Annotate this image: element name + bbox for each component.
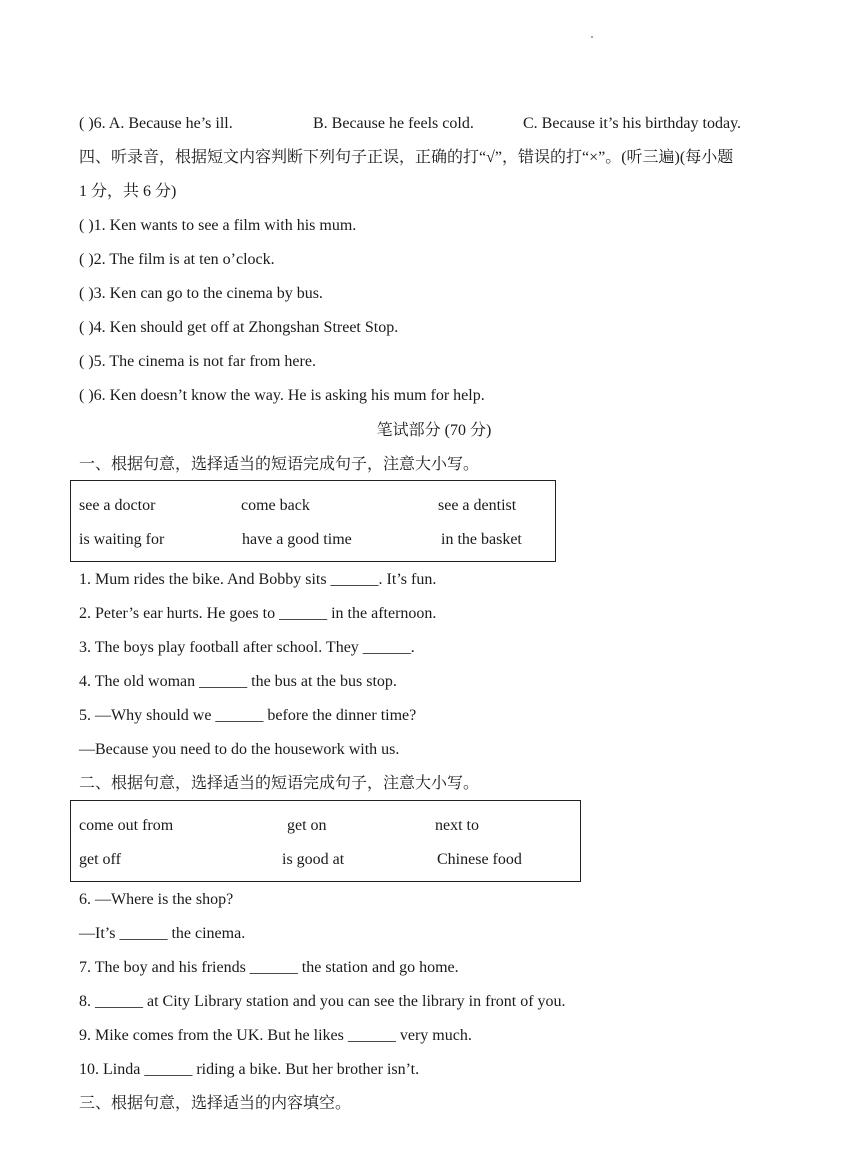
item-text: 6. Ken doesn’t know the way. He is asking his mum for help. (93, 387, 485, 404)
section-4-heading: 四、听录音，根据短文内容判断下列句子正误，正确的打“√”，错误的打“×”。(听三遍)(每小题 (79, 149, 734, 166)
option-a: 6. A. Because he’s ill. (93, 115, 233, 132)
judge-item (79, 284, 323, 304)
judge-item (79, 216, 356, 236)
phrase: come back (241, 497, 310, 514)
fill-item: 3. The boys play football after school. They ______. (79, 639, 415, 656)
phrase: is waiting for (79, 531, 165, 548)
phrase: see a doctor (79, 497, 156, 514)
phrase: next to (435, 817, 479, 834)
judge-item (79, 318, 398, 338)
phrase: get on (287, 817, 327, 834)
item-text: 1. Ken wants to see a film with his mum. (93, 217, 357, 234)
judge-item (79, 352, 316, 372)
fill-item: 6. —Where is the shop? (79, 891, 234, 908)
answer-paren: ( ) (79, 115, 94, 132)
phrase: come out from (79, 817, 174, 834)
question-6-top (79, 114, 233, 134)
answer-paren: ( ) (79, 387, 94, 404)
fill-item: 2. Peter’s ear hurts. He goes to ______ in the afternoon. (79, 605, 437, 622)
phrase: is good at (282, 851, 345, 868)
written-part-title: 笔试部分 (70 分) (376, 422, 492, 439)
answer-paren: ( ) (79, 353, 94, 370)
item-text: 5. The cinema is not far from here. (93, 353, 316, 370)
part-2-heading: 二、根据句意，选择适当的短语完成句子，注意大小写。 (79, 775, 480, 792)
fill-item: 5. —Why should we ______ before the dinner time? (79, 707, 417, 724)
fill-item: 4. The old woman ______ the bus at the bus stop. (79, 673, 397, 690)
option-b: B. Because he feels cold. (313, 115, 474, 132)
phrase-box-2 (70, 800, 581, 882)
fill-item: 10. Linda ______ riding a bike. But her brother isn’t. (79, 1061, 420, 1078)
fill-item: 9. Mike comes from the UK. But he likes ______ very much. (79, 1027, 472, 1044)
fill-item: 8. ______ at City Library station and you can see the library in front of you. (79, 993, 566, 1010)
answer-paren: ( ) (79, 285, 94, 302)
stray-dot (591, 36, 593, 38)
fill-item-answer-line: —It’s ______ the cinema. (79, 925, 246, 942)
phrase: have a good time (242, 531, 352, 548)
fill-item-answer-line: —Because you need to do the housework with us. (79, 741, 400, 758)
fill-item: 1. Mum rides the bike. And Bobby sits ______. It’s fun. (79, 571, 437, 588)
answer-paren: ( ) (79, 251, 94, 268)
judge-item (79, 386, 485, 406)
phrase: see a dentist (438, 497, 517, 514)
part-3-heading: 三、根据句意，选择适当的内容填空。 (79, 1095, 352, 1112)
answer-paren: ( ) (79, 217, 94, 234)
phrase: get off (79, 851, 121, 868)
item-text: 3. Ken can go to the cinema by bus. (93, 285, 323, 302)
part-1-heading: 一、根据句意，选择适当的短语完成句子，注意大小写。 (79, 456, 480, 473)
fill-item: 7. The boy and his friends ______ the station and go home. (79, 959, 459, 976)
phrase-box-1 (70, 480, 556, 562)
phrase: Chinese food (437, 851, 522, 868)
answer-paren: ( ) (79, 319, 94, 336)
item-text: 2. The film is at ten o’clock. (93, 251, 275, 268)
phrase: in the basket (441, 531, 522, 548)
option-c: C. Because it’s his birthday today. (523, 115, 742, 132)
section-4-heading-cont: 1 分，共 6 分) (79, 183, 177, 200)
item-text: 4. Ken should get off at Zhongshan Street Stop. (93, 319, 399, 336)
judge-item (79, 250, 275, 270)
